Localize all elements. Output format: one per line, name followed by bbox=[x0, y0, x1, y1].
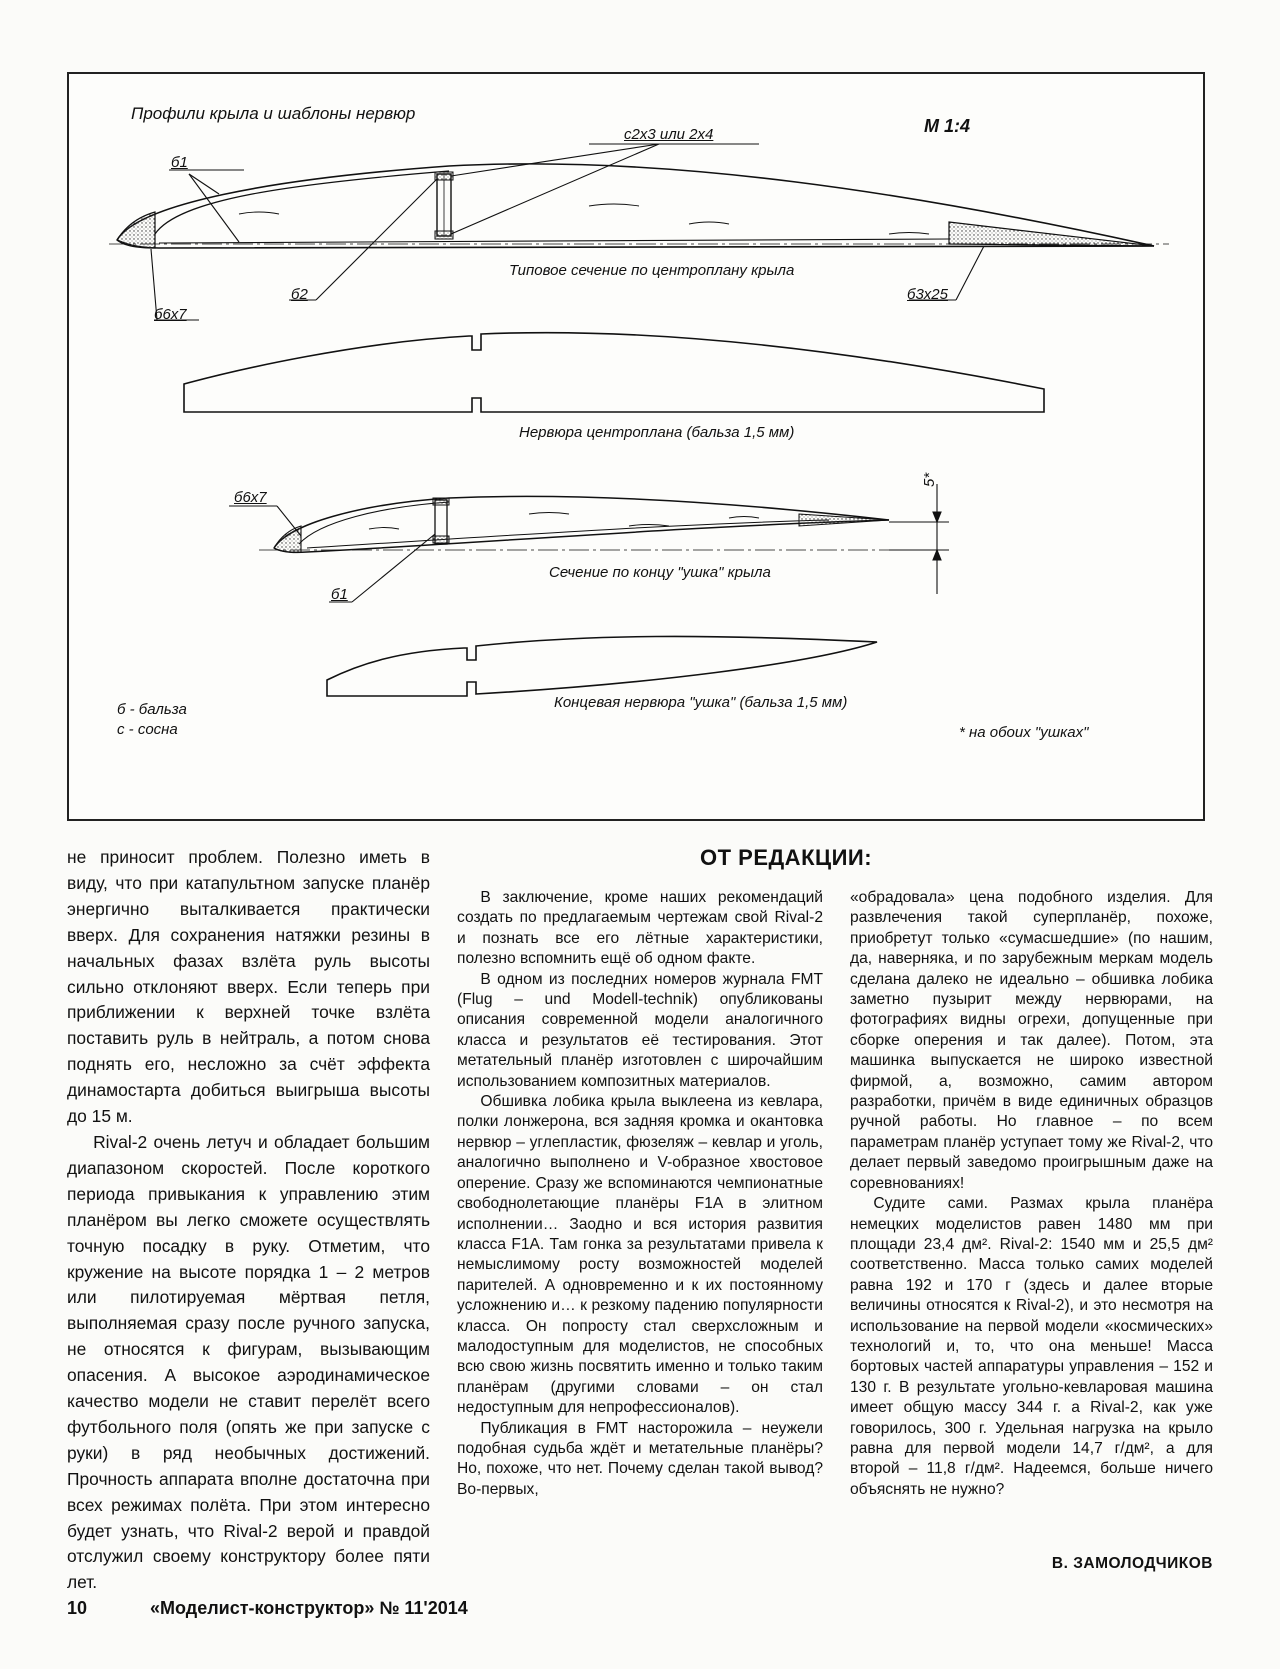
tip-section-profile bbox=[259, 496, 939, 552]
callout-b3x25: б3х25 bbox=[907, 286, 948, 303]
center-trailing-edge-block bbox=[949, 222, 1154, 246]
dimension-5-label: 5* bbox=[921, 472, 938, 487]
caption-center-rib: Нервюра центроплана (бальза 1,5 мм) bbox=[519, 424, 795, 441]
legend-pine: с - сосна bbox=[117, 721, 178, 738]
paragraph: Rival-2 очень летуч и обладает большим диапазоном скоростей. После короткого периода привыкания к управлению этим планёром вы легко сможете осуществлять точную посадку в руку. Отметим, что кружение на высоте порядка 1 – 2 метров или пилотируемая мёртвая петля, выполняемая сразу после ручного запуска, не относятся к фигурам, вызывающим опасения. А высокое аэродинамическое качество модели не ставит перелёт всего футбольного поля (опять же при запуске с руки) в ряд необычных достижений. Прочность аппарата вполне достаточна при всех режимах полёта. При этом интересно будет узнать, что Rival-2 верой и правдой отслужил своему конструктору более пяти лет. bbox=[67, 1131, 430, 1593]
article-column-2 bbox=[457, 888, 823, 1500]
tip-rib-template bbox=[327, 636, 877, 696]
callout-pine-strip: с2х3 или 2х4 bbox=[624, 126, 714, 143]
article-column-3 bbox=[850, 888, 1213, 1500]
caption-tip-section: Сечение по концу "ушка" крыла bbox=[549, 564, 771, 581]
center-rib-template bbox=[184, 333, 1044, 412]
caption-center-section: Типовое сечение по центроплану крыла bbox=[509, 262, 795, 279]
callout-b1-tip: б1 bbox=[331, 586, 348, 603]
drawing-scale: М 1:4 bbox=[924, 116, 971, 136]
tip-spar-cap-top bbox=[433, 498, 449, 505]
drawing-footnote: * на обоих "ушках" bbox=[959, 724, 1089, 741]
tip-spar-cap-bottom bbox=[433, 536, 449, 543]
center-leading-edge-block bbox=[117, 212, 155, 248]
page-number: 10 bbox=[67, 1598, 88, 1618]
paragraph: В заключение, кроме наших рекомендаций создать по предлагаемым чертежам свой Rival-2 и познать все его лётные характеристики, полезно вспомнить ещё об одном факте. bbox=[457, 889, 823, 968]
wing-profiles-drawing bbox=[67, 72, 1205, 821]
center-leader-lines bbox=[151, 144, 984, 320]
drawing-title: Профили крыла и шаблоны нервюр bbox=[131, 104, 416, 123]
callout-b6x7-tip: б6х7 bbox=[234, 489, 267, 506]
tip-leading-edge-block bbox=[274, 526, 301, 552]
center-spar-cap-bottom bbox=[435, 231, 453, 239]
center-spar-cap-top bbox=[435, 172, 453, 180]
paragraph: В одном из последних номеров журнала FMT (Flug – und Modell-technik) опубликованы описания современной модели аналогичного класса и результатов её тестирования. Этот метательный планёр изготовлен с широчайшим использованием композитных материалов. bbox=[457, 970, 823, 1090]
callout-b2: б2 bbox=[291, 286, 308, 303]
paragraph: не приносит проблем. Полезно иметь в виду, что при катапультном запуске планёр энергично выталкивается практически вверх. Для сохранения натяжки резины в начальных фазах взлёта руль высоты сильно отклоняют вверх. Если теперь при приближении к верхней точке взлёта поставить руль в нейтраль, а потом снова поднять его, несложно за счёт эффекта динамостарта добиться выигрыша высоты до 15 м. bbox=[67, 847, 430, 1127]
paragraph: Публикация в FMT насторожила – неужели подобная судьба ждёт и метательные планёры? Но, похоже, что нет. Почему сделан такой вывод? Во-первых, bbox=[457, 1419, 823, 1498]
callout-b1-top: б1 bbox=[171, 154, 188, 171]
legend-balsa: б - бальза bbox=[117, 701, 187, 718]
callout-b6x7-left: б6х7 bbox=[154, 306, 187, 323]
paragraph: Судите сами. Размах крыла планёра немецких моделистов равен 1480 мм при площади 23,4 дм². Rival-2: 1540 мм и 25,5 дм² соответственно. Масса только самих моделей равна 192 и 170 г (здесь и далее вторые величины относятся к Rival-2), и это несмотря на использование на первой модели «космических» технологий и, то, что она меньше! Масса бортовых частей аппаратуры управления – 152 и 130 г. В результате угольно-кевларовая машина имеет общую массу 344 г. а Rival-2, как уже говорилось, 300 г. Удельная нагрузка на крыло равна для первой модели 14,7 г/дм², а для второй – 11,8 г/дм². Надеемся, больше ничего объяснять не нужно? bbox=[850, 1195, 1213, 1498]
caption-tip-rib: Концевая нервюра "ушка" (бальза 1,5 мм) bbox=[554, 694, 848, 711]
tip-dimension-5 bbox=[889, 484, 949, 594]
paragraph: Обшивка лобика крыла выклеена из кевлара, полки лонжерона, вся задняя кромка и окантовка нервюр – углепластик, фюзеляж – кевлар и уголь, аналогично выполнено и V-образное хвостовое оперение. Сразу же вспоминаются чемпионатные свободнолетающие планёры F1A в элитном исполнении… Заодно и вся история развития класса F1A. Там гонка за результатами привела к немыслимому росту возможностей моделей парителей. А одновременно и к их постоянному усложнению и… к резкому падению популярности класса. Он попросту стал сверхсложным и малодоступным для моделистов, не способных всю свою жизнь посвятить именно и только таким планёрам (другими словами – он стал недоступным для непрофессионалов). bbox=[457, 1093, 823, 1417]
editorial-heading: ОТ РЕДАКЦИИ: bbox=[700, 845, 873, 870]
author-signature: В. ЗАМОЛОДЧИКОВ bbox=[1051, 1555, 1213, 1572]
paragraph: «обрадовала» цена подобного изделия. Для развлечения такой суперпланёр, похоже, приобретут только «сумасшедшие» (по нашим, да, наверняка, и по зарубежным меркам модель сделана далеко не идеально – обшивка лобика заметно пузырит между нервюрами, на фотографиях видны огрехи, допущенные при сборке оперения и так далее). Потом, эта машинка выпускается не широко известной фирмой, а, возможно, самим автором разработки, причём в виде единичных образцов ручной работы. Но главное – по всем параметрам планёр уступает тому же Rival-2, что делает первый заведомо проигрышным даже на соревнованиях! bbox=[850, 889, 1213, 1192]
article-column-1 bbox=[67, 845, 430, 1596]
magazine-issue: «Моделист-конструктор» № 11'2014 bbox=[150, 1598, 468, 1618]
